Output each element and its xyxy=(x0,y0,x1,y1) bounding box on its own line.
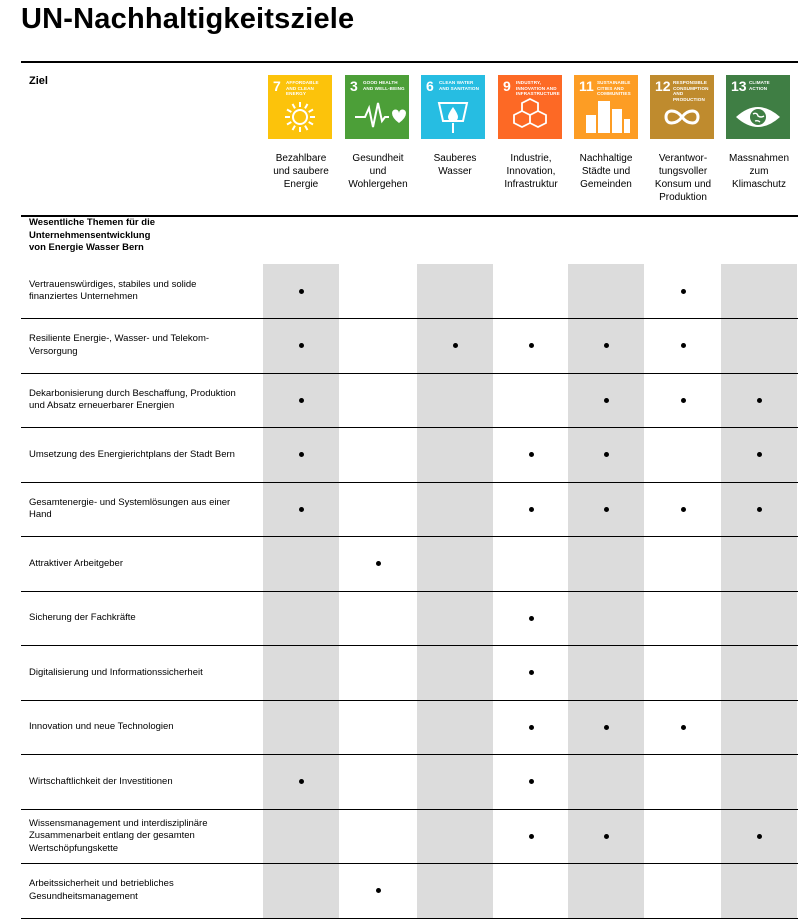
goal-name-line: Wasser xyxy=(438,166,472,177)
mark-dot xyxy=(604,452,609,457)
themes-heading-line: Wesentliche Themen für die xyxy=(29,217,155,228)
goal-name xyxy=(721,152,797,191)
goal-name xyxy=(645,152,721,204)
goal-name-line: Energie xyxy=(283,179,319,190)
mark-dot xyxy=(757,398,762,403)
goal-name-line: Wohlergehen xyxy=(348,179,408,190)
row-divider xyxy=(21,918,798,919)
sdg-number: 11 xyxy=(579,78,594,94)
row-label xyxy=(29,721,254,734)
row-label-line: Digitalisierung und Informationssicherheit xyxy=(29,666,203,678)
mark-dot xyxy=(529,507,534,512)
mark-dot xyxy=(604,834,609,839)
goal-name-line: zum xyxy=(749,166,769,177)
goal-name-line: Nachhaltige xyxy=(579,153,633,164)
mark-dot xyxy=(604,507,609,512)
mark-dot xyxy=(376,888,381,893)
row-label xyxy=(29,878,254,903)
mark-dot xyxy=(604,343,609,348)
mark-dot xyxy=(529,343,534,348)
sdg-caption: INDUSTRY, INNOVATION AND INFRASTRUCTURE xyxy=(516,80,560,96)
mark-dot xyxy=(529,779,534,784)
goal-name-line: Klimaschutz xyxy=(732,179,786,190)
row-label-line: Wissensmanagement und interdisziplinäre xyxy=(29,817,208,829)
goal-name xyxy=(340,152,416,191)
top-rule xyxy=(21,61,798,63)
row-label-line: Resiliente Energie-, Wasser- und Telekom- xyxy=(29,333,210,345)
row-label-line: Wirtschaftlichkeit der Investitionen xyxy=(29,775,173,787)
row-label xyxy=(29,776,254,789)
row-label-line: Sicherung der Fachkräfte xyxy=(29,612,136,623)
goal-name xyxy=(493,152,569,191)
row-label-line: Arbeitssicherheit und betriebliches xyxy=(29,878,174,890)
row-divider xyxy=(21,809,798,810)
mark-dot xyxy=(376,561,381,566)
mark-dot xyxy=(757,452,762,457)
goal-name-line: Verantwor- xyxy=(658,153,708,164)
themes-heading xyxy=(29,217,249,255)
mark-dot xyxy=(299,398,304,403)
row-label-line: finanziertes Unternehmen xyxy=(29,291,138,303)
row-divider xyxy=(21,482,798,483)
sdg-number: 7 xyxy=(273,78,281,94)
themes-heading-line: Unternehmensentwicklung xyxy=(29,229,151,241)
goal-name xyxy=(568,152,644,191)
sdg-caption: AFFORDABLE AND CLEAN ENERGY xyxy=(286,80,319,96)
goal-name xyxy=(263,152,339,191)
sdg-number: 6 xyxy=(426,78,434,94)
sdg-number: 3 xyxy=(350,78,358,94)
mark-dot xyxy=(681,343,686,348)
sdg-caption: CLIMATE ACTION xyxy=(749,80,770,91)
mark-dot xyxy=(529,725,534,730)
goal-name-line: Infrastruktur xyxy=(504,179,558,190)
mark-dot xyxy=(299,289,304,294)
sdg-number: 12 xyxy=(655,78,671,94)
goal-name-line: und saubere xyxy=(273,166,329,177)
page-title: UN-Nachhaltigkeitsziele xyxy=(21,3,355,35)
row-label-line: Attraktiver Arbeitgeber xyxy=(29,557,123,569)
row-label xyxy=(29,449,254,462)
row-label-line: und Absatz erneuerbarer Energien xyxy=(29,400,175,412)
mark-dot xyxy=(529,834,534,839)
mark-dot xyxy=(299,343,304,348)
goal-name-line: Städte und xyxy=(581,166,631,177)
mark-dot xyxy=(453,343,458,348)
sdg-caption: GOOD HEALTH AND WELL-BEING xyxy=(363,80,405,91)
sdg-caption: SUSTAINABLE CITIES AND COMMUNITIES xyxy=(597,80,631,96)
row-divider xyxy=(21,591,798,592)
row-divider xyxy=(21,645,798,646)
goal-name-line: Gesundheit xyxy=(352,153,404,164)
row-label xyxy=(29,558,254,571)
row-label-line: Dekarbonisierung durch Beschaffung, Produktion xyxy=(29,387,236,399)
mark-dot xyxy=(529,616,534,621)
ziel-label: Ziel xyxy=(29,75,48,87)
sdg-13-tile xyxy=(726,75,790,139)
sdg-11-tile xyxy=(574,75,638,139)
row-label xyxy=(29,279,254,304)
mark-dot xyxy=(757,834,762,839)
row-divider xyxy=(21,700,798,701)
sdg-number: 9 xyxy=(503,78,511,94)
mark-dot xyxy=(681,289,686,294)
row-divider xyxy=(21,427,798,428)
row-divider xyxy=(21,863,798,864)
mark-dot xyxy=(681,725,686,730)
row-label-line: Zusammenarbeit entlang der gesamten xyxy=(29,830,195,841)
mark-dot xyxy=(604,398,609,403)
sdg-caption: CLEAN WATER AND SANITATION xyxy=(439,80,480,91)
goal-name-line: Konsum und xyxy=(654,179,712,190)
row-label xyxy=(29,667,254,680)
row-divider xyxy=(21,754,798,755)
row-label-line: Wertschöpfungskette xyxy=(29,842,119,854)
row-label-line: Umsetzung des Energierichtplans der Stadt Bern xyxy=(29,448,235,460)
sdg-12-tile xyxy=(650,75,714,139)
row-label-line: Versorgung xyxy=(29,345,78,357)
row-label xyxy=(29,497,254,522)
goal-name-line: Industrie, xyxy=(510,153,552,164)
goal-name-line: Gemeinden xyxy=(580,179,632,190)
themes-heading-line: von Energie Wasser Bern xyxy=(29,242,144,253)
sdg-3-tile xyxy=(345,75,409,139)
row-divider xyxy=(21,536,798,537)
sdg-7-tile xyxy=(268,75,332,139)
goal-name-line: Innovation, xyxy=(506,166,556,177)
mark-dot xyxy=(681,398,686,403)
mark-dot xyxy=(299,779,304,784)
mark-dot xyxy=(299,507,304,512)
mark-dot xyxy=(529,670,534,675)
goal-name-line: Produktion xyxy=(659,192,707,203)
mark-dot xyxy=(529,452,534,457)
sdg-caption: RESPONSIBLE CONSUMPTION AND PRODUCTION xyxy=(673,80,709,102)
row-label-line: Vertrauenswürdiges, stabiles und solide xyxy=(29,278,197,290)
sdg-9-tile xyxy=(498,75,562,139)
row-label-line: Gesundheitsmanagement xyxy=(29,890,138,902)
goal-name-line: tungsvoller xyxy=(658,166,708,177)
goal-name xyxy=(417,152,493,178)
mark-dot xyxy=(299,452,304,457)
goal-name-line: Bezahlbare xyxy=(275,153,327,164)
row-label xyxy=(29,333,254,358)
row-label xyxy=(29,612,254,625)
row-label-line: Innovation und neue Technologien xyxy=(29,721,174,732)
mark-dot xyxy=(604,725,609,730)
row-divider xyxy=(21,318,798,319)
row-label-line: Hand xyxy=(29,509,52,521)
row-divider xyxy=(21,373,798,374)
row-label xyxy=(29,818,254,856)
row-label xyxy=(29,388,254,413)
goal-name-line: Massnahmen xyxy=(728,153,790,164)
goal-name-line: Sauberes xyxy=(433,153,477,164)
mark-dot xyxy=(757,507,762,512)
sdg-6-tile xyxy=(421,75,485,139)
goal-name-line: und xyxy=(369,166,387,177)
row-label-line: Gesamtenergie- und Systemlösungen aus einer xyxy=(29,496,231,508)
sdg-number: 13 xyxy=(731,78,747,94)
mark-dot xyxy=(681,507,686,512)
